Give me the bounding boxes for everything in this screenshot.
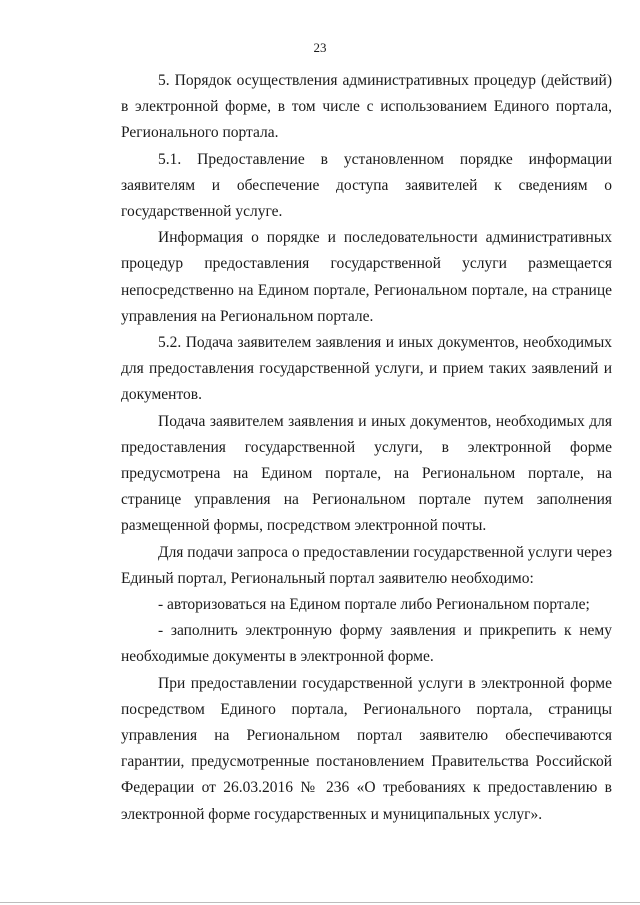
paragraph-guarantees: При предоставлении государственной услуги в электронной форме посредством Единого портала, Регионального портала, страницы управления на Региональном портал заявителю обеспечиваются гарантии, предусмотренные постановлением Правительства Российской Федерации от 26.03.2016 № 236 «О требованиях к предоставлению в электронной форме государственных и муниципальных услуг». — [121, 674, 612, 823]
paragraph-5-1: 5.1. Предоставление в установленном порядке информации заявителям и обеспечение доступа заявителей к сведениям о государственной услуге. — [121, 150, 612, 221]
list-item-authorize: - авторизоваться на Едином портале либо Региональном портале; — [158, 596, 590, 614]
paragraph-submission: Подача заявителем заявления и иных документов, необходимых для предоставления государственной услуги, в электронной форме предусмотрена на Едином портале, на Региональном портале, на странице управления на Региональном портале путем заполнения размещенной формы, посредством электронной почты. — [121, 412, 612, 535]
page-bottom-edge — [0, 902, 640, 903]
list-item-fill-form: - заполнить электронную форму заявления и прикрепить к нему необходимые документы в электронной форме. — [121, 622, 612, 666]
paragraph-5-2: 5.2. Подача заявителем заявления и иных документов, необходимых для предоставления государственной услуги, и прием таких заявлений и документов. — [121, 334, 612, 404]
document-body — [121, 68, 612, 828]
paragraph-info: Информация о порядке и последовательности административных процедур предоставления государственной услуги размещается непосредственно на Едином портале, Региональном портале, на странице управления на Региональном портале. — [121, 229, 612, 325]
page-number: 23 — [313, 40, 327, 55]
paragraph-request: Для подачи запроса о предоставлении государственной услуги через Единый портал, Региональный портал заявителю необходимо: — [121, 543, 613, 587]
paragraph-5-heading: 5. Порядок осуществления административных процедур (действий) в электронной форме, в том числе с использованием Единого портала, Регионального портала. — [121, 72, 612, 142]
